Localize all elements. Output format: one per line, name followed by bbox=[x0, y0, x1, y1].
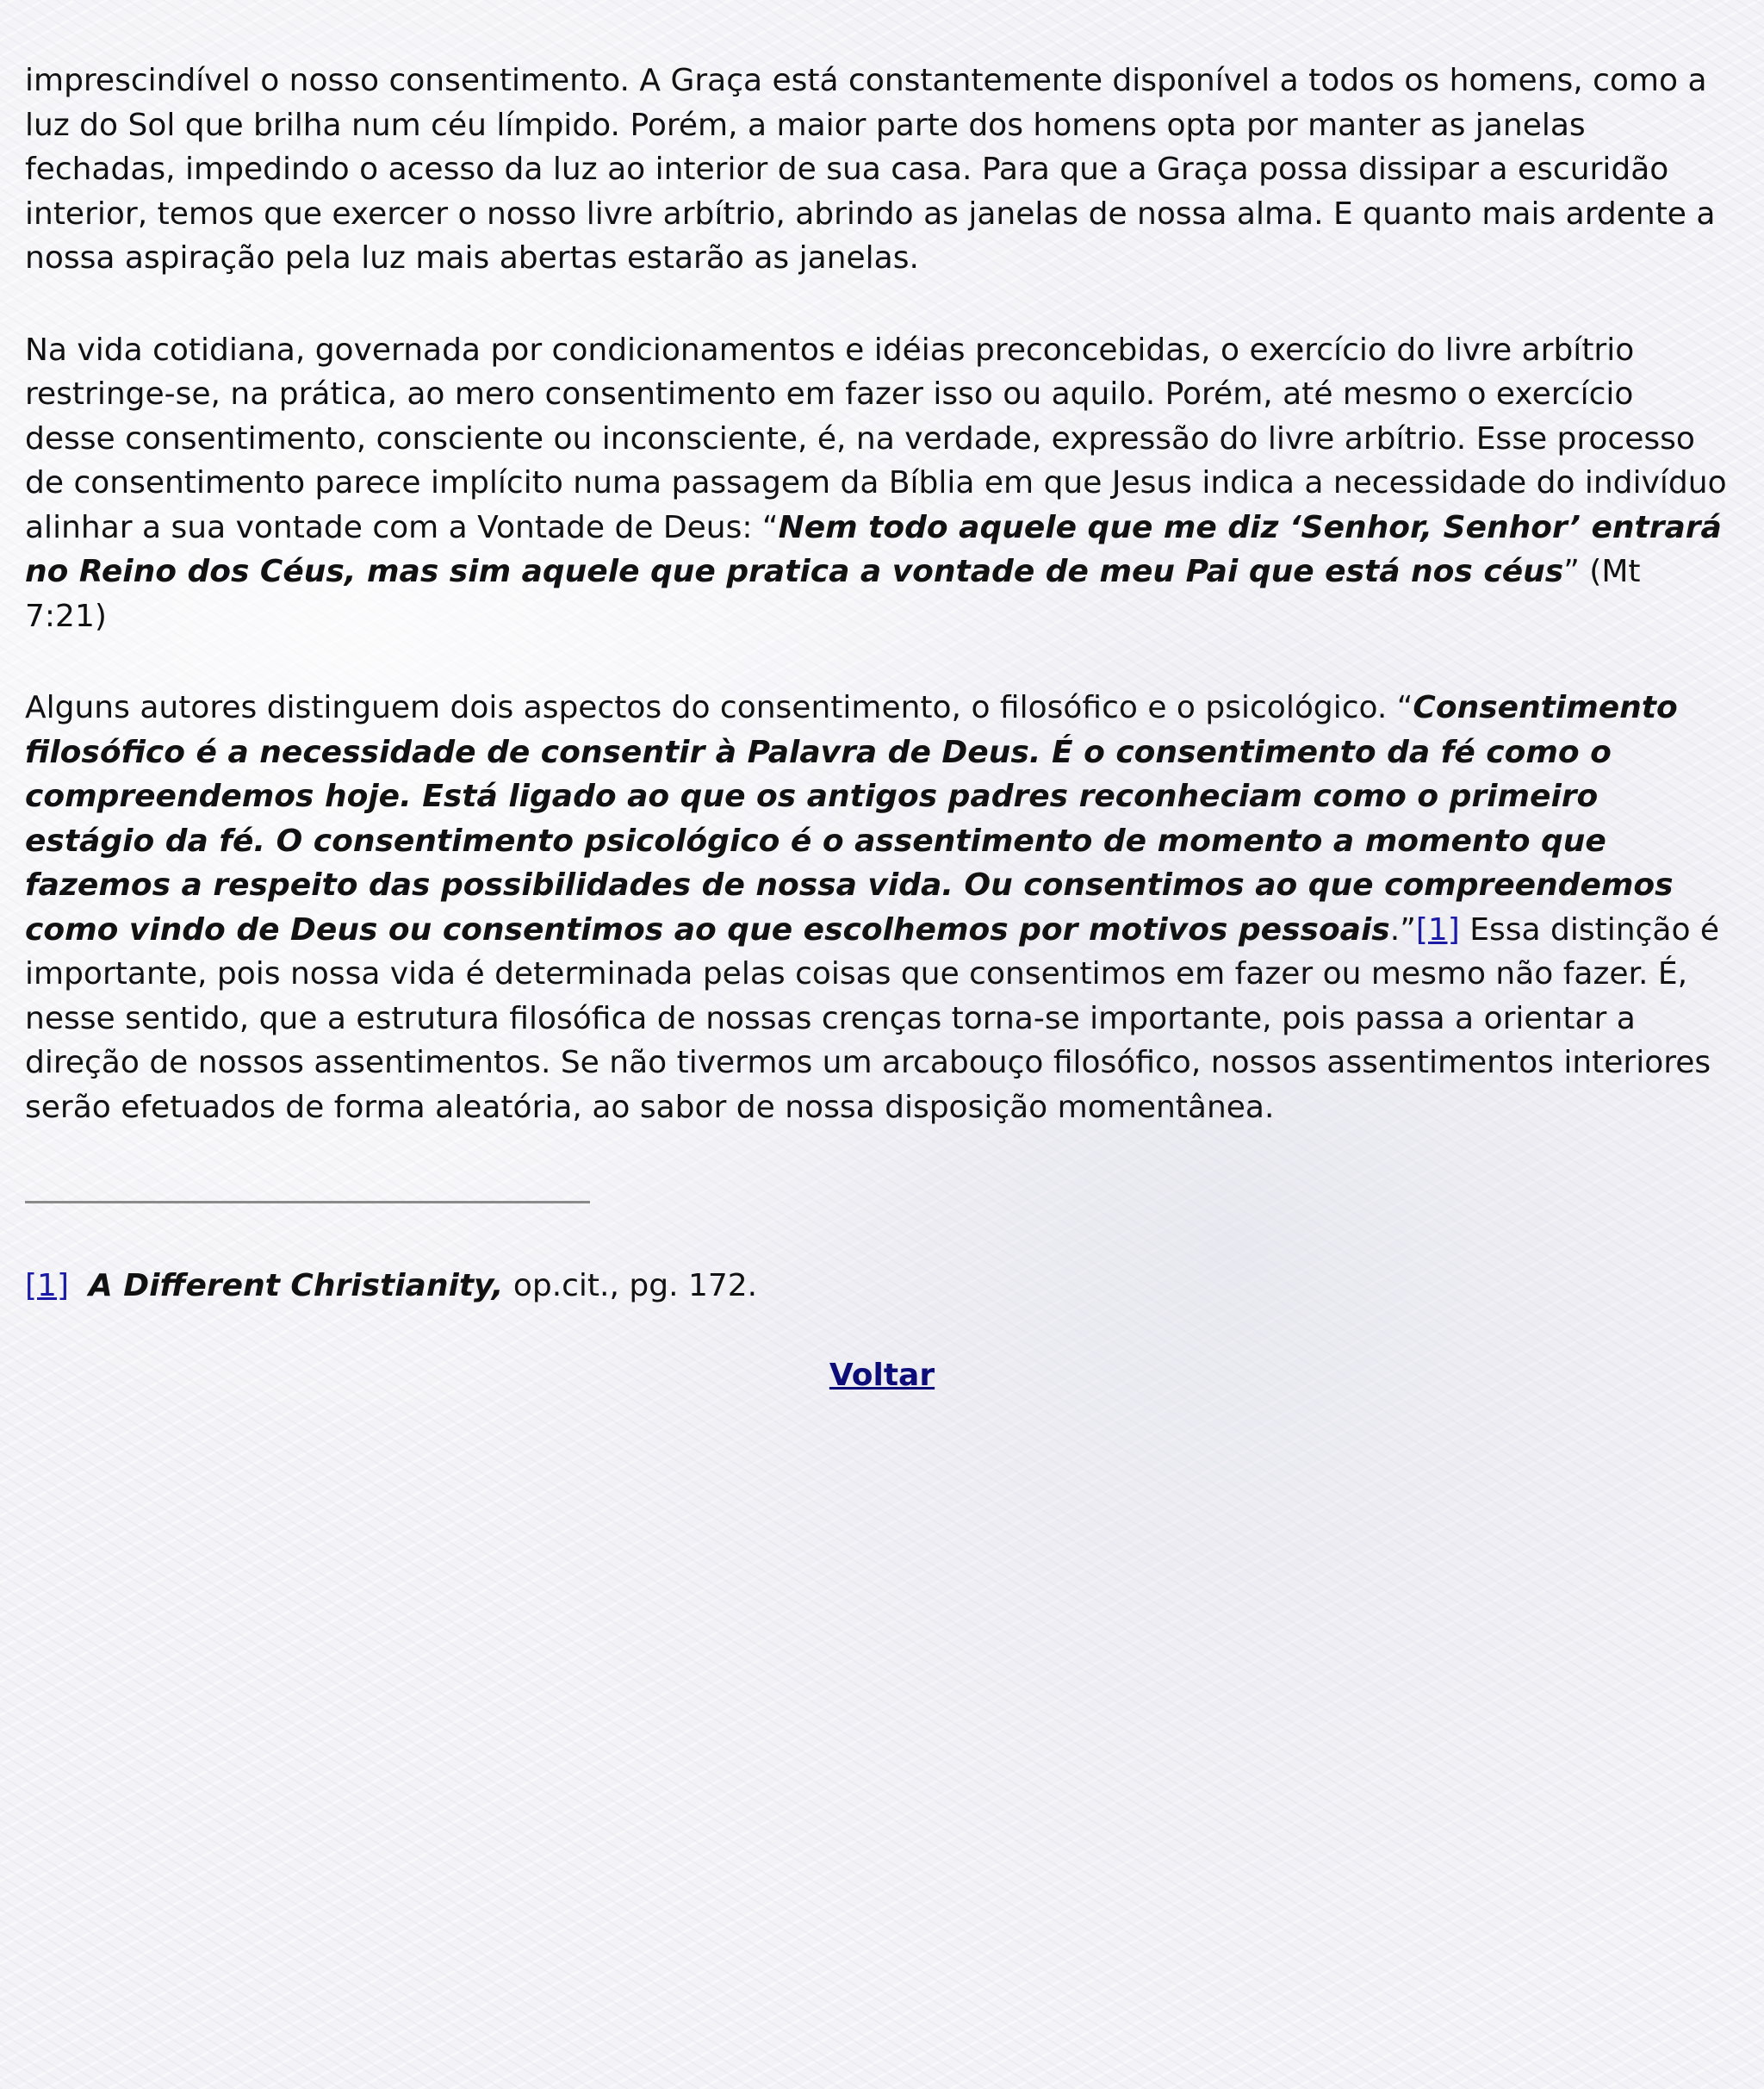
paragraph-1 bbox=[25, 59, 1730, 281]
footnote-details: op.cit., pg. 172. bbox=[503, 1268, 758, 1303]
back-nav bbox=[0, 1353, 1764, 1398]
article-body bbox=[25, 59, 1730, 1177]
paragraph-2-text: Na vida cotidiana, governada por condicionamentos e idéias preconcebidas, o exercício do livre arbítrio restringe-se, na prática, ao mero consentimento em fazer isso ou aquilo. Porém, até mesmo o exercício desse consentimento, consciente ou inconsciente, é, na verdade, expressão do livre arbítrio. Esse processo de consentimento parece implícito numa passagem da Bíblia em que Jesus indica a necessidade do indivíduo alinhar a sua vontade com a Vontade de Deus: “ bbox=[25, 332, 1727, 545]
footnote-divider bbox=[25, 1201, 590, 1203]
paragraph-2 bbox=[25, 328, 1730, 639]
back-link[interactable]: Voltar bbox=[829, 1358, 935, 1393]
quote-close: .” bbox=[1389, 911, 1416, 948]
footnote bbox=[25, 1264, 757, 1309]
footnote-backref-link[interactable]: [1] bbox=[25, 1268, 69, 1303]
footnote-ref-link[interactable]: [1] bbox=[1415, 911, 1460, 948]
bible-citation: ” (Mt 7:21) bbox=[25, 554, 1641, 634]
paragraph-3-text: Essa distinção é importante, pois nossa vida é determinada pelas coisas que consentimos em fazer ou mesmo não fazer. É, nesse sentido, que a estrutura filosófica de nossas crenças torna-se importante, pois passa a orientar a direção de nossos assentimentos. Se não tivermos um arcabouço filosófico, nossos assentimentos interiores serão efetuados de forma aleatória, ao sabor de nossa disposição momentânea. bbox=[25, 911, 1720, 1125]
bible-quote: Nem todo aquele que me diz ‘Senhor, Senhor’ entrará no Reino dos Céus, mas sim aquele que pratica a vontade de meu Pai que está nos céus bbox=[25, 509, 1722, 589]
footnote-book-title: A Different Christianity, bbox=[88, 1268, 504, 1303]
paragraph-3-intro: Alguns autores distinguem dois aspectos do consentimento, o filosófico e o psicológico. “ bbox=[25, 690, 1413, 725]
paragraph-3 bbox=[25, 686, 1730, 1129]
consent-quote: Consentimento filosófico é a necessidade de consentir à Palavra de Deus. É o consentimento da fé como o compreendemos hoje. Está ligado ao que os antigos padres reconheciam como o primeiro estágio da fé. O consentimento psicológico é o assentimento de momento a momento que fazemos a respeito das possibilidades de nossa vida. Ou consentimos ao que compreendemos como vindo de Deus ou consentimos ao que escolhemos por motivos pessoais bbox=[25, 690, 1678, 948]
paragraph-1-text: imprescindível o nosso consentimento. A Graça está constantemente disponível a todos os homens, como a luz do Sol que brilha num céu límpido. Porém, a maior parte dos homens opta por manter as janelas fechadas, impedindo o acesso da luz ao interior de sua casa. Para que a Graça possa dissipar a escuridão interior, temos que exercer o nosso livre arbítrio, abrindo as janelas de nossa alma. E quanto mais ardente a nossa aspiração pela luz mais abertas estarão as janelas. bbox=[25, 63, 1716, 276]
